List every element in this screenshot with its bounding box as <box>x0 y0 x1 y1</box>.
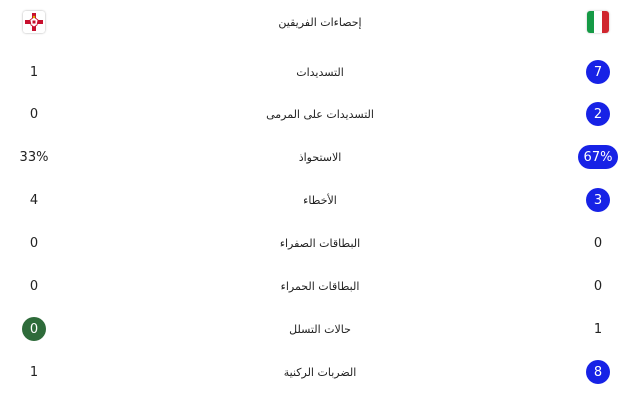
left-value: 33% <box>19 149 49 165</box>
stat-row-yellow-cards <box>0 227 640 259</box>
right-value: 0 <box>593 235 603 251</box>
left-value: 1 <box>29 64 39 80</box>
left-value-badge: 0 <box>22 317 46 341</box>
italy-flag-icon <box>587 11 609 33</box>
stat-row-corners <box>0 356 640 388</box>
left-team-cell <box>12 6 56 38</box>
stat-row-shots-on-target <box>0 98 640 130</box>
left-value: 1 <box>29 364 39 380</box>
right-value-badge: 3 <box>586 188 610 212</box>
header-row <box>0 6 640 38</box>
stat-label: التسديدات على المرمى <box>266 107 374 121</box>
stat-row-red-cards <box>0 270 640 302</box>
right-value-cell <box>572 56 624 88</box>
stats-title: إحصاءات الفريقين <box>278 15 362 29</box>
stat-label: البطاقات الحمراء <box>280 279 360 293</box>
right-value: 1 <box>593 321 603 337</box>
stat-label: حالات التسلل <box>289 322 351 336</box>
stat-label: الاستحواذ <box>298 150 342 164</box>
right-value: 0 <box>593 278 603 294</box>
stat-row-offsides <box>0 313 640 345</box>
left-value: 0 <box>29 235 39 251</box>
stat-row-fouls <box>0 184 640 216</box>
stat-label: البطاقات الصفراء <box>279 236 361 250</box>
right-value-cell <box>572 98 624 130</box>
right-value-badge: 7 <box>586 60 610 84</box>
stat-label: الضربات الركنية <box>283 365 357 379</box>
stat-row-possession <box>0 141 640 173</box>
left-value: 0 <box>29 278 39 294</box>
stat-label: التسديدات <box>296 65 344 79</box>
right-value-cell <box>572 356 624 388</box>
left-value: 4 <box>29 192 39 208</box>
right-value-badge: 2 <box>586 102 610 126</box>
left-value: 0 <box>29 106 39 122</box>
stat-row-shots <box>0 56 640 88</box>
northern-ireland-flag-icon <box>23 11 45 33</box>
right-team-cell <box>572 6 624 38</box>
right-value-cell <box>572 184 624 216</box>
right-value-badge: 8 <box>586 360 610 384</box>
stat-label: الأخطاء <box>303 193 337 207</box>
left-value-cell <box>12 313 56 345</box>
right-value-cell <box>572 141 624 173</box>
right-value-badge: 67% <box>578 145 619 169</box>
